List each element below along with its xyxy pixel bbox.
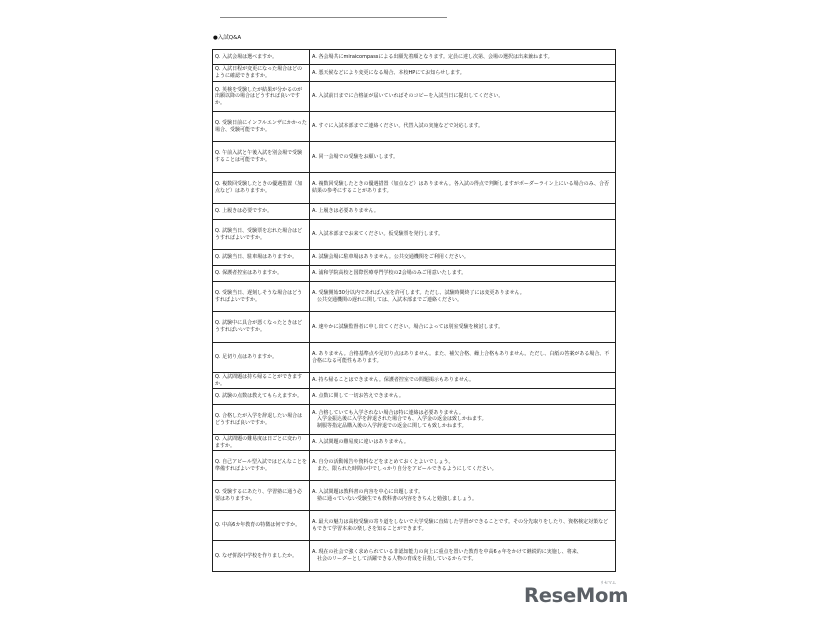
question-text: Q. 午前入試と午後入試を別会場で受験することは可能ですか。 — [215, 150, 303, 163]
answer-text: A. 浦和学院高校と国際医療専門学校の2会場のみご用意いたします。 — [312, 270, 467, 277]
answer-cell — [310, 389, 616, 405]
question-cell — [213, 481, 310, 511]
question-text: Q. 入試日程が変更になった場合はどのように確認できますか。 — [215, 66, 303, 79]
question-cell — [213, 220, 310, 250]
answer-text: A. ありません。合格基準点や足切り点はありません。また、補欠合格、繰上合格もありません。ただし、白紙の答案がある場合、不合格になる可能性もあります。 — [312, 350, 610, 364]
question-cell — [213, 435, 310, 451]
qa-row — [213, 343, 616, 373]
answer-text: A. 持ち帰ることはできません。保護者控室での問題掲示もありません。 — [312, 377, 475, 384]
answer-cell — [310, 282, 616, 312]
question-text: Q. 複数回受験したときの優遇措置（加点など）はありますか。 — [215, 181, 303, 194]
answer-cell — [310, 50, 616, 65]
answer-text: 制服等指定品購入後の入学辞退での返金に関しても致しかねます。 — [312, 422, 467, 429]
question-cell — [213, 405, 310, 435]
question-cell — [213, 282, 310, 312]
qa-row — [213, 373, 616, 389]
question-text: Q. 受験するにあたり、学習塾に通う必要はありますか。 — [215, 488, 303, 502]
answer-text: A. 入試問題は教科書の内容を中心に出題します。 — [312, 488, 424, 495]
answer-text: A. 複数回受験したときの優遇措置（加点など）はありません。各入試の得点で判断しますがボーダーライン上にいる場合のみ、合否結果の参考にすることがあります。 — [312, 181, 609, 194]
question-text: Q. 入試問題の難易度は日ごとに変わりますか。 — [215, 435, 303, 449]
question-text: Q. 受験日前にインフルエンザにかかった場合、受験可能ですか。 — [215, 119, 307, 133]
question-text: Q. なぜ併設中学校を作りましたか。 — [215, 552, 298, 559]
answer-cell — [310, 173, 616, 204]
answer-text: 塾に通っていない受験生でも教科書の内容をきちんと勉強しましょう。 — [312, 495, 478, 502]
question-cell — [213, 266, 310, 282]
answer-text: A. 合格していても入学されない場合は特に連絡は必要ありません。 — [312, 409, 464, 416]
question-cell — [213, 204, 310, 220]
answer-text: A. 速やかに試験監督者に申し出てください。場合によっては別室受験を検討します。 — [312, 323, 504, 330]
qa-row — [213, 312, 616, 343]
qa-row — [213, 389, 616, 405]
answer-text: A. 上履きは必要ありません。 — [312, 208, 379, 215]
question-cell — [213, 173, 310, 204]
question-cell — [213, 65, 310, 82]
answer-text: A. すぐに入試本部までご連絡ください。代替入試の実施などで対応します。 — [312, 123, 484, 130]
answer-text: A. 各会場共にmiraicompassによる出願先着順となります。定員に達し次第、会場の選択は出来兼ねます。 — [312, 53, 553, 60]
qa-row — [213, 266, 616, 282]
question-cell — [213, 511, 310, 541]
question-text: Q. 試験の点数は教えてもらえますか。 — [215, 393, 303, 400]
answer-cell — [310, 373, 616, 389]
resemom-logo — [524, 580, 629, 608]
qa-row — [213, 142, 616, 173]
answer-text: A. 入試問題の難易度に違いはありません。 — [312, 439, 409, 446]
answer-text: A. 現在の社会で強く求められている非認知能力の向上に重点を置いた教育を中高6ヵ年をかけて継続的に実施し、将来、 — [312, 549, 582, 556]
question-text: Q. 上履きは必要ですか。 — [215, 208, 273, 215]
qa-row — [213, 451, 616, 481]
answer-text: A. 悪天候などにより変更になる場合、本校HPにてお知らせします。 — [312, 69, 465, 76]
answer-cell — [310, 112, 616, 142]
question-cell — [213, 82, 310, 112]
answer-text: A. 同一会場での受験をお願いします。 — [312, 153, 399, 160]
answer-cell — [310, 65, 616, 82]
answer-text: 入学金振込後に入学を辞退された場合でも、入学金の返金は致しかねます。 — [312, 416, 487, 423]
question-cell — [213, 541, 310, 572]
qa-row — [213, 82, 616, 112]
answer-cell — [310, 435, 616, 451]
answer-text: A. 最大の魅力は高校受験の寄り道をしないで大学受験に直結した学習ができることです。その分先取りをしたり、資格検定対策などもできて学習本来の楽しさを知ることができます。 — [312, 518, 609, 532]
qa-row — [213, 220, 616, 250]
qa-row — [213, 50, 616, 65]
logo-kana: リセマム — [600, 580, 616, 585]
header-divider — [220, 17, 447, 18]
answer-cell — [310, 142, 616, 173]
answer-cell — [310, 541, 616, 572]
answer-cell — [310, 451, 616, 481]
answer-text: A. 入試前日までに合格証が届いていればそのコピーを入試当日に提出してください。 — [312, 93, 504, 100]
qa-row — [213, 65, 616, 82]
qa-row — [213, 173, 616, 204]
logo-wordmark: ReseMom — [524, 584, 629, 607]
qa-row — [213, 541, 616, 572]
answer-text: 社会のリーダーとして活躍できる人物の育成を目指しているからです。 — [312, 556, 477, 562]
answer-text: また、限られた時間の中でしっかり自分をアピールできるようにしてください。 — [312, 465, 497, 472]
question-text: Q. 足切り点はありますか。 — [215, 354, 278, 361]
question-cell — [213, 50, 310, 65]
question-text: Q. 合格したが入学を辞退したい場合はどうすれば良いですか。 — [215, 412, 303, 426]
question-cell — [213, 112, 310, 142]
qa-row — [213, 405, 616, 435]
question-text: Q. 試験当日、駐車場はありますか。 — [215, 254, 298, 261]
answer-cell — [310, 511, 616, 541]
answer-cell — [310, 405, 616, 435]
answer-cell — [310, 250, 616, 266]
question-text: Q. 受験当日、遅刻しそうな場合はどうすればよいですか。 — [215, 289, 303, 303]
qa-row — [213, 511, 616, 541]
question-cell — [213, 142, 310, 173]
question-text: Q. 試験当日、受験票を忘れた場合はどうすればよいですか。 — [215, 227, 303, 241]
answer-cell — [310, 204, 616, 220]
question-cell — [213, 451, 310, 481]
question-text: Q. 入試問題は持ち帰ることができますか。 — [215, 373, 303, 387]
question-cell — [213, 373, 310, 389]
answer-text: A. 受験開始30分以内であれば入室を許可します。ただし、試験時間終了には変更ありません。 — [312, 289, 525, 296]
answer-cell — [310, 82, 616, 112]
answer-text: 公共交通機関の遅れに関しては、入試本部までご連絡ください。 — [312, 296, 463, 303]
answer-cell — [310, 481, 616, 511]
answer-text: A. 入試本部までお来てください。仮受験票を発行します。 — [312, 231, 444, 238]
question-text: Q. 保護者控室はありますか。 — [215, 270, 283, 277]
question-cell — [213, 312, 310, 343]
section-heading: ●入試Q&A — [213, 35, 242, 41]
answer-cell — [310, 220, 616, 250]
answer-cell — [310, 266, 616, 282]
question-text: Q. 自己アピール型入試ではどんなことを準備すればよいですか。 — [215, 458, 307, 472]
answer-text: A. 自分の活動報告や資料などをまとめておくとよいでしょう。 — [312, 458, 454, 465]
qa-table — [212, 49, 616, 572]
qa-row — [213, 204, 616, 220]
qa-row — [213, 112, 616, 142]
qa-row — [213, 435, 616, 451]
question-cell — [213, 343, 310, 373]
question-cell — [213, 250, 310, 266]
question-cell — [213, 389, 310, 405]
question-text: Q. 入試会場は選べますか。 — [215, 53, 278, 60]
answer-cell — [310, 343, 616, 373]
qa-row — [213, 481, 616, 511]
qa-row — [213, 282, 616, 312]
question-text: Q. 試験中に具合が悪くなったときはどうすればいいですか。 — [215, 320, 303, 333]
qa-row — [213, 250, 616, 266]
question-text: Q. 英検を受験したが結果が分かるのが出願以降の場合はどうすれば良いですか。 — [215, 86, 303, 106]
question-text: Q. 中高6カ年教育の特徴は何ですか。 — [215, 522, 301, 529]
answer-text: A. 試験会場に駐車場はありません。公共交通機関をご利用ください。 — [312, 254, 469, 261]
answer-text: A. 点数に関して一切お答えできません。 — [312, 393, 404, 400]
answer-cell — [310, 312, 616, 343]
